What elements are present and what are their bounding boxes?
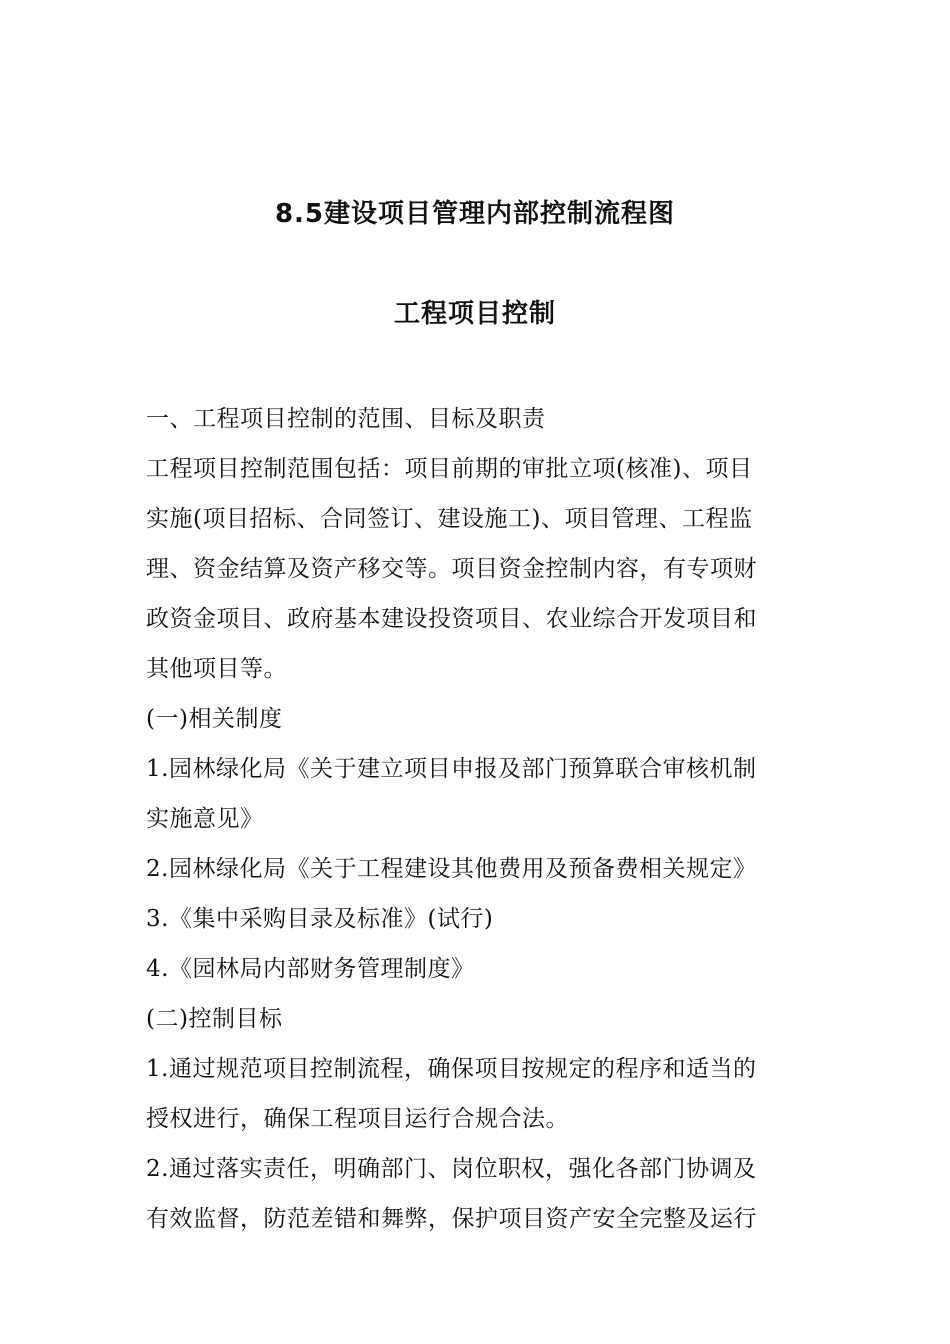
list-item: 3.《集中采购目录及标准》(试行) — [146, 906, 494, 932]
list-item: 2.园林绿化局《关于工程建设其他费用及预备费相关规定》 — [146, 856, 757, 882]
list-item: 1.园林绿化局《关于建立项目申报及部门预算联合审核机制 — [146, 756, 757, 782]
subsection-heading: (二)控制目标 — [146, 1006, 283, 1032]
section-heading: 一、工程项目控制的范围、目标及职责 — [146, 406, 546, 432]
paragraph-line: 工程项目控制范围包括：项目前期的审批立项(核准)、项目 — [146, 456, 753, 482]
document-title: 8.5建设项目管理内部控制流程图 — [274, 199, 676, 229]
list-item: 2.通过落实责任，明确部门、岗位职权，强化各部门协调及 — [146, 1156, 757, 1182]
list-item-continuation: 有效监督，防范差错和舞弊，保护项目资产安全完整及运行 — [146, 1206, 757, 1232]
paragraph-line: 理、资金结算及资产移交等。项目资金控制内容，有专项财 — [146, 556, 757, 582]
paragraph-line: 其他项目等。 — [146, 656, 287, 682]
section-title: 工程项目控制 — [393, 299, 556, 329]
subsection-heading: (一)相关制度 — [146, 706, 283, 732]
paragraph-line: 政资金项目、政府基本建设投资项目、农业综合开发项目和 — [146, 606, 757, 632]
paragraph-line: 实施(项目招标、合同签订、建设施工)、项目管理、工程监 — [146, 506, 753, 532]
list-item: 1.通过规范项目控制流程，确保项目按规定的程序和适当的 — [146, 1056, 757, 1082]
list-item: 4.《园林局内部财务管理制度》 — [146, 956, 475, 982]
list-item-continuation: 实施意见》 — [146, 806, 264, 832]
list-item-continuation: 授权进行，确保工程项目运行合规合法。 — [146, 1106, 569, 1132]
document-body — [146, 394, 816, 1244]
